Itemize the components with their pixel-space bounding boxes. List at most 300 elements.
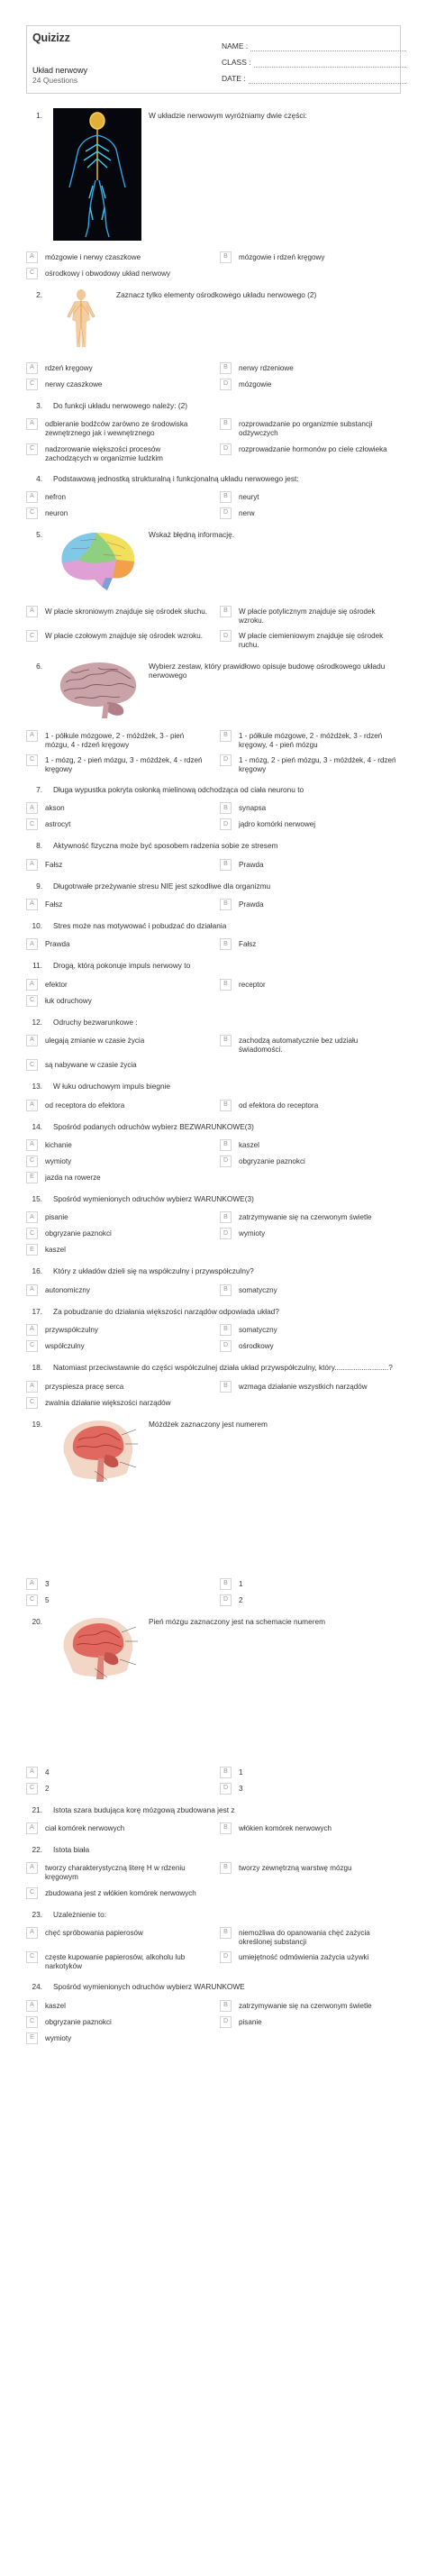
answer-option[interactable] [26, 1578, 207, 1590]
option-text: rdzeń kręgowy [45, 364, 93, 372]
question-number: 18. [32, 1363, 42, 1373]
option-text: Fałsz [45, 860, 63, 869]
option-text: Prawda [45, 940, 70, 949]
option-text: nerw [239, 509, 255, 518]
question-item [26, 1256, 401, 1295]
question-text: Uzależnienie to: [53, 1909, 107, 1919]
answer-options [26, 1381, 401, 1409]
answer-option[interactable] [26, 2032, 207, 2044]
option-letter-box: A [26, 2000, 38, 2012]
answer-option[interactable] [220, 251, 401, 263]
question-stem [26, 527, 401, 598]
question-number: 10. [32, 921, 42, 931]
answer-option[interactable] [220, 754, 401, 774]
question-stem [26, 1360, 401, 1372]
question-text: W układzie nerwowym wyróżniamy dwie części: [149, 111, 307, 120]
option-letter-box: B [220, 1100, 232, 1111]
date-field[interactable]: DATE : [222, 68, 406, 84]
quiz-question-count: 24 Questions [32, 76, 78, 85]
question-stem [26, 1015, 401, 1027]
option-letter-box: C [26, 2016, 38, 2028]
option-text: akson [45, 804, 65, 813]
question-item [26, 774, 401, 830]
answer-option[interactable] [26, 2016, 207, 2028]
option-text: 1 - mózg, 2 - pień mózgu, 3 - móżdżek, 4 - rdzeń kręgowy [45, 755, 203, 773]
option-letter-box: D [220, 379, 232, 390]
answer-option[interactable] [26, 1951, 207, 1971]
answer-option[interactable] [26, 1100, 207, 1111]
option-letter-box: E [26, 1172, 38, 1183]
option-text: zwalnia działanie większości narządów [45, 1398, 171, 1407]
answer-option[interactable] [26, 1397, 207, 1409]
question-stem [26, 1417, 401, 1570]
question-number: 22. [32, 1844, 42, 1854]
question-stem [26, 782, 401, 794]
option-text: 2 [239, 1595, 243, 1604]
answer-option[interactable] [220, 1594, 401, 1606]
option-letter-box: B [220, 1139, 232, 1151]
answer-option[interactable] [220, 1578, 401, 1590]
option-letter-box: D [220, 630, 232, 642]
option-text: częste kupowanie papierosów, alkoholu lub narkotyków [45, 1953, 186, 1971]
answer-option[interactable] [220, 1783, 401, 1795]
option-letter-box: D [220, 2016, 232, 2028]
question-figure [53, 527, 141, 598]
answer-option[interactable] [26, 1172, 207, 1183]
question-number: 1. [36, 111, 42, 120]
answer-option[interactable] [220, 1381, 401, 1393]
question-item [26, 1071, 401, 1110]
question-stem [26, 879, 401, 891]
option-letter-box: B [220, 1822, 232, 1834]
answer-option[interactable] [26, 1927, 207, 1947]
answer-option[interactable] [26, 1340, 207, 1352]
answer-option[interactable] [220, 1156, 401, 1167]
option-text: obgryzanie paznokci [45, 1229, 112, 1238]
option-letter-box: B [220, 899, 232, 910]
question-number: 4. [36, 473, 42, 483]
answer-option[interactable] [220, 362, 401, 374]
answer-option[interactable] [26, 995, 207, 1007]
answer-option[interactable] [26, 379, 207, 390]
option-text: wymioty [239, 1229, 266, 1238]
option-text: rozprowadzanie po organizmie substancji odżywczych [239, 420, 373, 438]
option-text: odbieranie bodźców zarówno ze środowiska zewnętrznego jak i wewnętrznego [45, 420, 188, 438]
option-text: 5 [45, 1595, 50, 1604]
question-text: Istota biała [53, 1844, 90, 1854]
option-text: przyspiesza pracę serca [45, 1382, 124, 1391]
answer-option[interactable] [26, 1035, 207, 1055]
answer-option[interactable] [26, 507, 207, 519]
answer-option[interactable] [220, 979, 401, 991]
question-item [26, 1296, 401, 1352]
answer-options [26, 362, 401, 390]
option-text: 3 [239, 1784, 243, 1793]
option-letter-box: B [220, 362, 232, 374]
question-text: Długotrwałe przeżywanie stresu NIE jest szkodliwe dla organizmu [53, 881, 271, 891]
answer-option[interactable] [26, 1862, 207, 1882]
option-letter-box: C [26, 443, 38, 455]
option-letter-box: D [220, 1156, 232, 1167]
option-letter-box: D [220, 1594, 232, 1606]
answer-option[interactable] [26, 1211, 207, 1223]
answer-option[interactable] [220, 491, 401, 503]
answer-option[interactable] [26, 1244, 207, 1256]
question-number: 12. [32, 1017, 42, 1027]
answer-option[interactable] [26, 1594, 207, 1606]
answer-option[interactable] [26, 251, 207, 263]
answer-option[interactable] [220, 1951, 401, 1971]
answer-option[interactable] [26, 443, 207, 463]
question-number: 7. [36, 785, 42, 795]
answer-option[interactable] [26, 2000, 207, 2012]
answer-option[interactable] [26, 730, 207, 750]
question-stem [26, 1842, 401, 1854]
answer-option[interactable] [26, 1767, 207, 1778]
answer-option[interactable] [26, 630, 207, 650]
option-letter-box: A [26, 491, 38, 503]
answer-option[interactable] [26, 979, 207, 991]
answer-option[interactable] [26, 268, 207, 279]
option-letter-box: E [26, 1244, 38, 1256]
option-letter-box: D [220, 754, 232, 766]
option-text: chęć spróbowania papierosów [45, 1928, 143, 1937]
option-letter-box: A [26, 1324, 38, 1336]
question-stem [26, 1304, 401, 1316]
answer-option[interactable] [220, 899, 401, 910]
option-letter-box: C [26, 1887, 38, 1899]
answer-option[interactable] [220, 859, 401, 871]
option-letter-box: A [26, 1927, 38, 1939]
option-text: zbudowana jest z włókien komórek nerwowych [45, 1888, 196, 1897]
option-letter-box: B [220, 1927, 232, 1939]
human-body-figure [53, 288, 109, 351]
answer-options [26, 1139, 401, 1183]
option-letter-box: B [220, 938, 232, 950]
option-text: jądro komórki nerwowej [239, 820, 316, 829]
answer-options [26, 1862, 401, 1898]
option-letter-box: C [26, 1594, 38, 1606]
option-text: kaszel [45, 1246, 66, 1255]
answer-options [26, 1284, 401, 1296]
option-text: są nabywane w czasie życia [45, 1061, 137, 1070]
question-stem [26, 958, 401, 970]
question-item [26, 1409, 401, 1606]
question-text: Do funkcji układu nerwowego należy: (2) [53, 401, 187, 410]
answer-option[interactable] [26, 1783, 207, 1795]
option-text: zatrzymywanie się na czerwonym świetle [239, 2001, 372, 2010]
option-text: ciał komórek nerwowych [45, 1823, 125, 1832]
option-text: neuryt [239, 493, 259, 502]
option-text: W płacie skroniowym znajduje się ośrodek słuchu. [45, 607, 207, 617]
nervous-system-figure [53, 108, 141, 241]
quizizz-logo: Quizizz [32, 32, 70, 44]
question-text: Wybierz zestaw, który prawidłowo opisuje budowę ośrodkowego układu nerwowego [149, 661, 386, 680]
option-letter-box: C [26, 1228, 38, 1239]
option-text: łuk odruchowy [45, 996, 92, 1005]
question-item [26, 463, 401, 519]
brain-lobes-figure [53, 527, 141, 594]
answer-option[interactable] [220, 443, 401, 463]
option-text: receptor [239, 980, 266, 989]
option-text: włókien komórek nerwowych [239, 1823, 332, 1832]
option-letter-box: C [26, 1059, 38, 1071]
question-figure [53, 1614, 141, 1758]
question-number: 21. [32, 1804, 42, 1814]
question-item [26, 871, 401, 910]
answer-option[interactable] [220, 1139, 401, 1151]
answer-option[interactable] [220, 1324, 401, 1336]
option-letter-box: A [26, 899, 38, 910]
answer-option[interactable] [26, 899, 207, 910]
question-text: Odruchy bezwarunkowe : [53, 1017, 138, 1027]
question-stem [26, 1079, 401, 1091]
option-letter-box: A [26, 859, 38, 871]
question-stem [26, 1614, 401, 1758]
answer-option[interactable] [220, 606, 401, 626]
option-text: przywspółczulny [45, 1326, 98, 1335]
option-letter-box: A [26, 802, 38, 814]
option-text: umiejętność odmówienia zażycia używki [239, 1953, 369, 1962]
answer-option[interactable] [220, 2016, 401, 2028]
question-stem [26, 288, 401, 354]
brain-figure [53, 659, 141, 718]
answer-option[interactable] [26, 1228, 207, 1239]
question-item [26, 651, 401, 774]
question-number: 19. [32, 1419, 42, 1429]
answer-option[interactable] [26, 491, 207, 503]
question-text: Który z układów dzieli się na współczulny i przywspółczulny? [53, 1266, 254, 1276]
answer-option[interactable] [26, 859, 207, 871]
answer-option[interactable] [220, 1340, 401, 1352]
name-field[interactable]: NAME : [222, 35, 406, 51]
question-number: 15. [32, 1194, 42, 1204]
option-letter-box: A [26, 1862, 38, 1874]
answer-option[interactable] [26, 418, 207, 438]
answer-options [26, 1035, 401, 1071]
answer-options [26, 1822, 401, 1834]
option-text: ulegają zmianie w czasie życia [45, 1037, 145, 1046]
answer-option[interactable] [220, 1822, 401, 1834]
option-text: 2 [45, 1784, 50, 1793]
option-text: tworzy charakterystyczną literę H w rdzeniu kręgowym [45, 1864, 186, 1882]
answer-option[interactable] [26, 1324, 207, 1336]
option-letter-box: C [26, 995, 38, 1007]
question-list [26, 105, 401, 2044]
question-text: Drogą, którą pokonuje impuls nerwowy to [53, 961, 191, 971]
answer-options [26, 1100, 401, 1111]
option-letter-box: B [220, 1324, 232, 1336]
option-letter-box: B [220, 1035, 232, 1046]
answer-option[interactable] [220, 1211, 401, 1223]
question-number: 13. [32, 1082, 42, 1092]
question-text: Stres może nas motywować i pobudzać do działania [53, 921, 227, 931]
answer-option[interactable] [220, 630, 401, 650]
question-stem [26, 1907, 401, 1919]
option-text: jazda na rowerze [45, 1174, 101, 1183]
option-letter-box: D [220, 507, 232, 519]
question-figure [53, 1417, 141, 1570]
question-number: 9. [36, 881, 42, 891]
answer-options [26, 1211, 401, 1256]
question-item [26, 279, 401, 390]
option-text: rozprowadzanie hormonów po ciele człowieka [239, 444, 387, 453]
option-letter-box: D [220, 1228, 232, 1239]
worksheet-header [26, 25, 401, 94]
question-figure [53, 108, 141, 243]
option-letter-box: A [26, 1578, 38, 1590]
option-text: współczulny [45, 1342, 85, 1351]
option-letter-box: C [26, 1156, 38, 1167]
question-item [26, 1971, 401, 2043]
answer-option[interactable] [220, 1767, 401, 1778]
option-letter-box: D [220, 443, 232, 455]
answer-options [26, 1324, 401, 1352]
question-text: Aktywność fizyczna może być sposobem radzenia sobie ze stresem [53, 841, 278, 851]
question-figure [53, 288, 109, 354]
option-text: 1 - mózg, 2 - pień mózgu, 3 - móżdżek, 4 - rdzeń kręgowy [239, 755, 396, 773]
option-letter-box: D [220, 1340, 232, 1352]
option-text: kaszel [239, 1141, 259, 1150]
answer-options [26, 606, 401, 650]
head-section-figure [53, 1614, 141, 1681]
question-item [26, 519, 401, 650]
option-text: kaszel [45, 2001, 66, 2010]
option-letter-box: D [220, 1783, 232, 1795]
question-number: 11. [32, 961, 42, 971]
answer-option[interactable] [26, 1887, 207, 1899]
option-letter-box: C [26, 818, 38, 830]
option-letter-box: B [220, 606, 232, 617]
option-text: 1 - półkule mózgowe, 2 - móżdżek, 3 - rdzeń kręgowy, 4 - pień mózgu [239, 731, 383, 749]
option-letter-box: B [220, 1381, 232, 1393]
option-text: niemożliwa do opanowania chęć zażycia określonej substancji [239, 1928, 370, 1946]
option-letter-box: B [220, 1578, 232, 1590]
answer-option[interactable] [26, 1059, 207, 1071]
option-text: W płacie ciemieniowym znajduje się ośrodek ruchu. [239, 632, 384, 650]
option-text: Fałsz [239, 940, 257, 949]
option-text: ośrodkowy i obwodowy układ nerwowy [45, 269, 171, 278]
answer-option[interactable] [220, 2000, 401, 2012]
option-letter-box: C [26, 379, 38, 390]
option-text: autonomiczny [45, 1285, 90, 1294]
option-letter-box: B [220, 979, 232, 991]
answer-option[interactable] [220, 379, 401, 390]
answer-option[interactable] [220, 507, 401, 519]
answer-option[interactable] [26, 362, 207, 374]
option-text: 4 [45, 1768, 50, 1777]
answer-option[interactable] [26, 1381, 207, 1393]
option-text: W płacie czołowym znajduje się ośrodek wzroku. [45, 632, 203, 641]
answer-option[interactable] [220, 1035, 401, 1055]
answer-option[interactable] [220, 1228, 401, 1239]
answer-option[interactable] [220, 1862, 401, 1882]
head-section-figure [53, 1417, 141, 1484]
question-text: W łuku odruchowym impuls biegnie [53, 1082, 171, 1092]
option-text: Prawda [239, 900, 264, 909]
answer-option[interactable] [220, 818, 401, 830]
student-info-fields [222, 35, 406, 84]
answer-options [26, 1767, 401, 1795]
option-letter-box: A [26, 938, 38, 950]
option-text: Prawda [239, 860, 264, 869]
answer-option[interactable] [26, 1156, 207, 1167]
question-stem [26, 838, 401, 850]
answer-option[interactable] [220, 802, 401, 814]
option-letter-box: A [26, 418, 38, 430]
option-text: nefron [45, 493, 66, 502]
answer-option[interactable] [26, 818, 207, 830]
question-stem [26, 1192, 401, 1203]
answer-option[interactable] [26, 1139, 207, 1151]
option-text: tworzy zewnętrzną warstwę mózgu [239, 1864, 352, 1873]
question-number: 8. [36, 841, 42, 851]
option-text: mózgowie i nerwy czaszkowe [45, 253, 141, 261]
answer-option[interactable] [26, 802, 207, 814]
option-letter-box: A [26, 1284, 38, 1296]
answer-option[interactable] [26, 938, 207, 950]
question-text: Istota szara budująca korę mózgową zbudowana jest z [53, 1804, 235, 1814]
question-stem [26, 1803, 401, 1814]
option-letter-box: A [26, 362, 38, 374]
option-letter-box: C [26, 630, 38, 642]
answer-option[interactable] [26, 754, 207, 774]
answer-option[interactable] [220, 1284, 401, 1296]
answer-options [26, 938, 401, 950]
option-letter-box: A [26, 1211, 38, 1223]
answer-option[interactable] [220, 1100, 401, 1111]
option-letter-box: B [220, 1211, 232, 1223]
option-text: mózgowie i rdzeń kręgowy [239, 253, 325, 261]
answer-option[interactable] [26, 1284, 207, 1296]
answer-options [26, 491, 401, 519]
question-item [26, 1352, 401, 1408]
answer-options [26, 730, 401, 774]
option-text: somatyczny [239, 1285, 277, 1294]
question-stem [26, 1119, 401, 1131]
question-item [26, 950, 401, 1006]
question-text: Pień mózgu zaznaczony jest na schemacie numerem [149, 1616, 325, 1626]
quiz-title: Układ nerwowy [32, 66, 88, 75]
option-text: pisanie [45, 1213, 68, 1222]
option-letter-box: A [26, 730, 38, 742]
option-text: 3 [45, 1579, 50, 1588]
question-text: Spośród podanych odruchów wybierz BEZWARUNKOWE(3) [53, 1121, 254, 1131]
option-letter-box: B [220, 1284, 232, 1296]
option-letter-box: D [220, 818, 232, 830]
question-stem [26, 471, 401, 483]
answer-option[interactable] [220, 730, 401, 750]
answer-option[interactable] [220, 1927, 401, 1947]
answer-option[interactable] [220, 418, 401, 438]
answer-option[interactable] [26, 606, 207, 626]
answer-options [26, 899, 401, 910]
answer-option[interactable] [26, 1822, 207, 1834]
option-text: 1 [239, 1579, 243, 1588]
answer-options [26, 1578, 401, 1606]
option-text: nerwy czaszkowe [45, 380, 103, 388]
question-number: 24. [32, 1982, 42, 1992]
class-field[interactable]: CLASS : [222, 51, 406, 68]
answer-options [26, 2000, 401, 2044]
option-letter-box: C [26, 507, 38, 519]
option-text: W płacie potylicznym znajduje się ośrodek wzroku. [239, 607, 376, 626]
option-text: Fałsz [45, 900, 63, 909]
option-text: kichanie [45, 1141, 72, 1150]
option-text: wzmaga działanie wszystkich narządów [239, 1382, 368, 1391]
question-number: 5. [36, 530, 42, 540]
answer-option[interactable] [220, 938, 401, 950]
